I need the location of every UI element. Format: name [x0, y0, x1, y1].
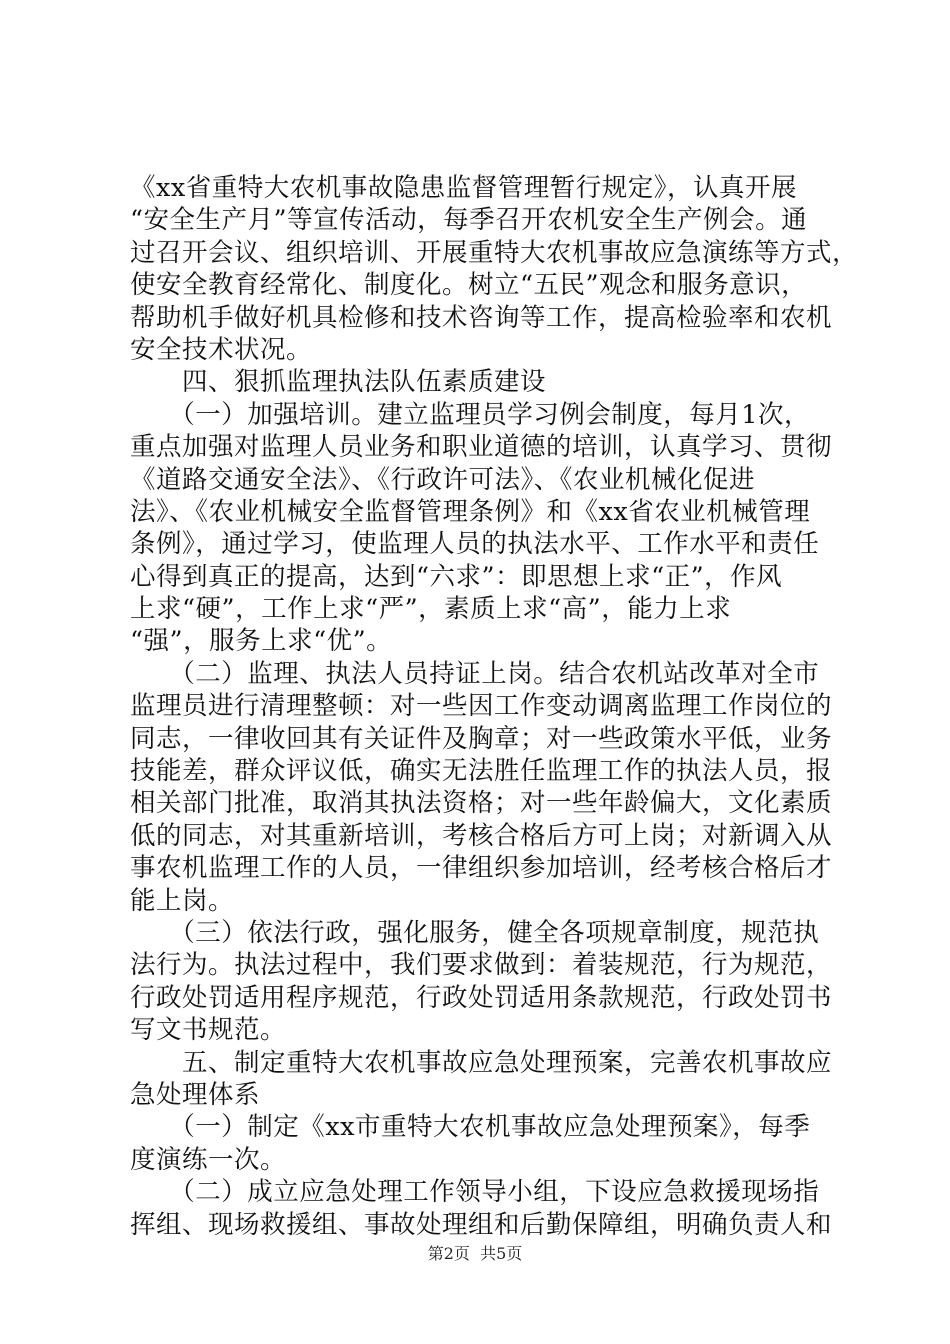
text-line: （三）依法行政，强化服务，健全各项规章制度，规范执	[130, 917, 820, 948]
page-number-footer: 第2页 共5页	[427, 1244, 523, 1263]
text-line: 低的同志，对其重新培训，考核合格后方可上岗；对新调入从	[130, 820, 833, 851]
text-line: 《道路交通安全法》、《行政许可法》、《农业机械化促进	[130, 464, 756, 495]
text-line: 相关部门批准，取消其执法资格；对一些年龄偏大，文化素质	[130, 788, 833, 819]
text-line: （二）成立应急处理工作领导小组，下设应急救援现场指	[130, 1177, 820, 1208]
text-line: （一）制定《xx市重特大农机事故应急处理预案》，每季	[130, 1112, 811, 1143]
text-line: 事农机监理工作的人员，一律组织参加培训，经考核合格后才	[130, 853, 833, 884]
text-line: “安全生产月”等宣传活动，每季召开农机安全生产例会。通	[130, 205, 808, 236]
text-line: 《xx省重特大农机事故隐患监督管理暂行规定》，认真开展	[130, 173, 798, 203]
text-line: 帮助机手做好机具检修和技术咨询等工作，提高检验率和农机	[130, 302, 833, 333]
document-body	[130, 172, 859, 1241]
text-line: 重点加强对监理人员业务和职业道德的培训，认真学习、贯彻	[130, 432, 833, 463]
text-line: 写文书规范。	[130, 1015, 287, 1046]
text-line: 行政处罚适用程序规范，行政处罚适用条款规范，行政处罚书	[130, 982, 833, 1013]
text-line: 监理员进行清理整顿：对一些因工作变动调离监理工作岗位的	[130, 691, 833, 722]
text-line: （二）监理、执法人员持证上岗。结合农机站改革对全市	[130, 658, 820, 689]
text-line: （一）加强培训。建立监理员学习例会制度，每月1次，	[130, 399, 810, 430]
section-heading: 急处理体系	[130, 1079, 261, 1110]
text-line: 使安全教育经常化、制度化。树立“五民”观念和服务意识，	[130, 270, 808, 301]
text-line: 技能差，群众评议低，确实无法胜任监理工作的执法人员，报	[130, 756, 833, 787]
section-heading: 五、制定重特大农机事故应急处理预案，完善农机事故应	[130, 1047, 833, 1078]
text-line: 过召开会议、组织培训、开展重特大农机事故应急演练等方式，	[130, 237, 859, 268]
text-line: 条例》，通过学习，使监理人员的执法水平、工作水平和责任	[130, 529, 820, 560]
text-line: 度演练一次。	[130, 1144, 287, 1175]
text-line: 心得到真正的提高，达到“六求”：即思想上求“正”，作风	[130, 561, 783, 592]
text-line: 能上岗。	[130, 885, 235, 916]
text-line: 法行为。执法过程中，我们要求做到：着装规范，行为规范，	[130, 950, 833, 981]
text-line: “强”，服务上求“优”。	[130, 626, 393, 657]
text-line: 上求“硬”，工作上求“严”，素质上求“高”，能力上求	[130, 594, 732, 625]
text-line: 同志，一律收回其有关证件及胸章；对一些政策水平低，业务	[130, 723, 833, 754]
text-line: 挥组、现场救援组、事故处理组和后勤保障组，明确负责人和	[130, 1209, 833, 1240]
text-line: 法》、《农业机械安全监督管理条例》和《xx省农业机械管理	[130, 496, 811, 527]
text-line: 安全技术状况。	[130, 334, 313, 365]
section-heading: 四、狠抓监理执法队伍素质建设	[130, 367, 547, 398]
